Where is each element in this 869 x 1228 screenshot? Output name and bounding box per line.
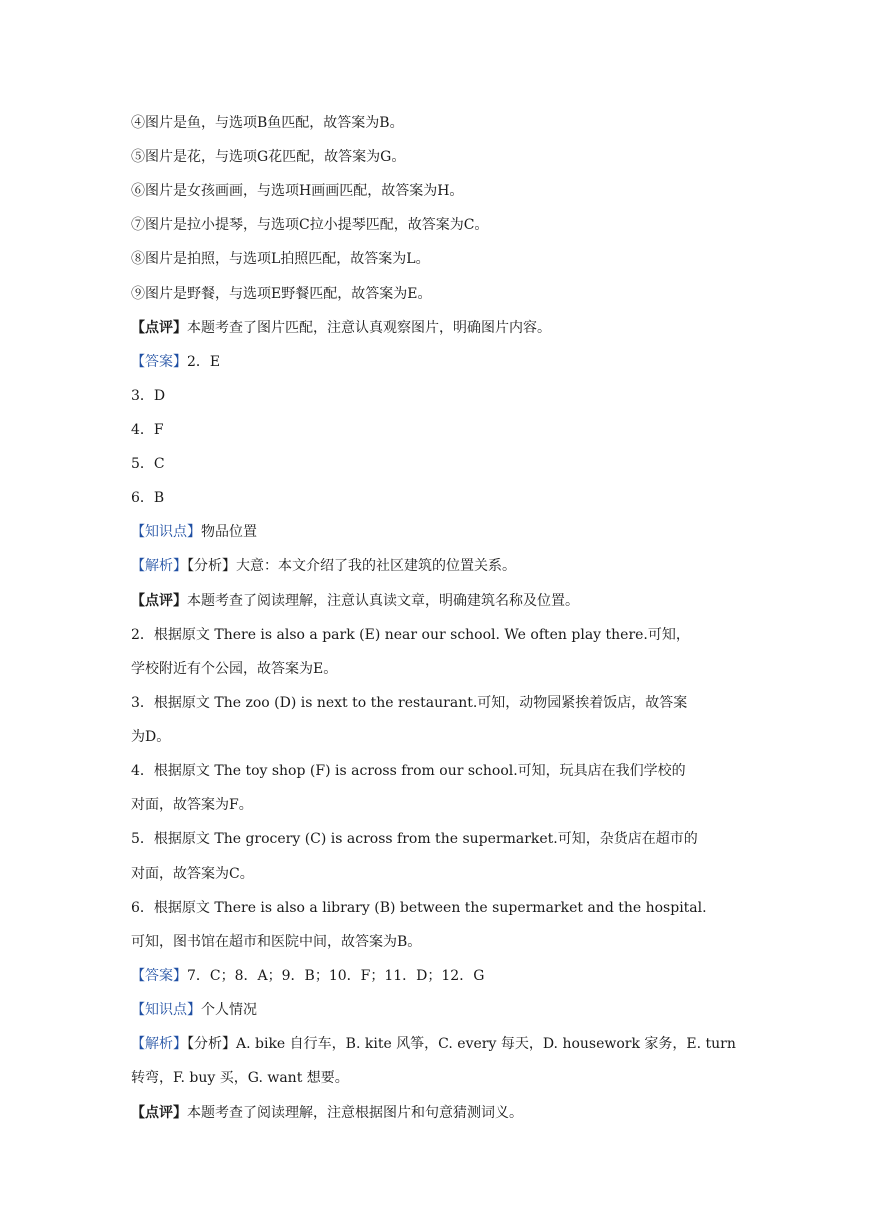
knowledge-point-label: 【知识点】 xyxy=(131,524,201,540)
analysis-line: 【解析】【分析】大意：本文介绍了我的社区建筑的位置关系。 xyxy=(131,558,516,574)
answer-line-8: ⑧图片是拍照，与选项L拍照匹配，故答案为L。 xyxy=(131,251,430,267)
explanation-line: 4．根据原文 The toy shop (F) is across from our school.可知，玩具店在我们学校的 xyxy=(131,763,686,779)
comment-line: 【点评】本题考查了阅读理解，注意认真读文章，明确建筑名称及位置。 xyxy=(131,593,579,609)
explanation-line: 6．根据原文 There is also a library (B) between the supermarket and the hospital. xyxy=(131,900,707,916)
explanation-line: 2．根据原文 There is also a park (E) near our school. We often play there.可知， xyxy=(131,627,690,643)
explanation-line: 学校附近有个公园，故答案为E。 xyxy=(131,661,338,677)
comment-line: 【点评】本题考查了阅读理解，注意根据图片和句意猜测词义。 xyxy=(131,1105,523,1121)
answer-line-7: ⑦图片是拉小提琴，与选项C拉小提琴匹配，故答案为C。 xyxy=(131,217,489,233)
answer-header-line: 【答案】2．E xyxy=(131,354,221,370)
explanation-line: 3．根据原文 The zoo (D) is next to the restaurant.可知，动物园紧挨着饭店，故答案 xyxy=(131,695,688,711)
analysis-continuation: 转弯，F. buy 买，G. want 想要。 xyxy=(131,1070,349,1086)
knowledge-point-line: 【知识点】个人情况 xyxy=(131,1002,257,1018)
comment-line: 【点评】本题考查了图片匹配，注意认真观察图片，明确图片内容。 xyxy=(131,320,551,336)
answer-line-9: ⑨图片是野餐，与选项E野餐匹配，故答案为E。 xyxy=(131,286,432,302)
explanation-line: 可知，图书馆在超市和医院中间，故答案为B。 xyxy=(131,934,422,950)
knowledge-point-line: 【知识点】物品位置 xyxy=(131,524,257,540)
answer-line-6: ⑥图片是女孩画画，与选项H画画匹配，故答案为H。 xyxy=(131,183,464,199)
analysis-line: 【解析】【分析】A. bike 自行车，B. kite 风筝，C. every 每天，D. housework 家务，E. turn xyxy=(131,1036,736,1052)
answer-item: 5．C xyxy=(131,456,165,472)
answer-item: 6．B xyxy=(131,490,165,506)
explanation-line: 对面，故答案为C。 xyxy=(131,866,254,882)
answer-line-4: ④图片是鱼，与选项B鱼匹配，故答案为B。 xyxy=(131,115,404,131)
answer-label: 【答案】 xyxy=(131,354,187,370)
explanation-line: 5．根据原文 The grocery (C) is across from the supermarket.可知，杂货店在超市的 xyxy=(131,831,698,847)
analysis-label: 【解析】 xyxy=(131,1036,187,1052)
explanation-line: 为D。 xyxy=(131,729,171,745)
knowledge-point-label: 【知识点】 xyxy=(131,1002,201,1018)
comment-label: 【点评】 xyxy=(131,320,187,336)
analysis-label: 【解析】 xyxy=(131,558,187,574)
answer-label: 【答案】 xyxy=(131,968,187,984)
answer-line-5: ⑤图片是花，与选项G花匹配，故答案为G。 xyxy=(131,149,406,165)
comment-label: 【点评】 xyxy=(131,593,187,609)
answer-item: 3．D xyxy=(131,388,166,404)
explanation-line: 对面，故答案为F。 xyxy=(131,797,253,813)
answer-item: 4．F xyxy=(131,422,164,438)
comment-label: 【点评】 xyxy=(131,1105,187,1121)
answer-header-line: 【答案】7．C；8．A；9．B；10．F；11．D；12．G xyxy=(131,968,485,984)
